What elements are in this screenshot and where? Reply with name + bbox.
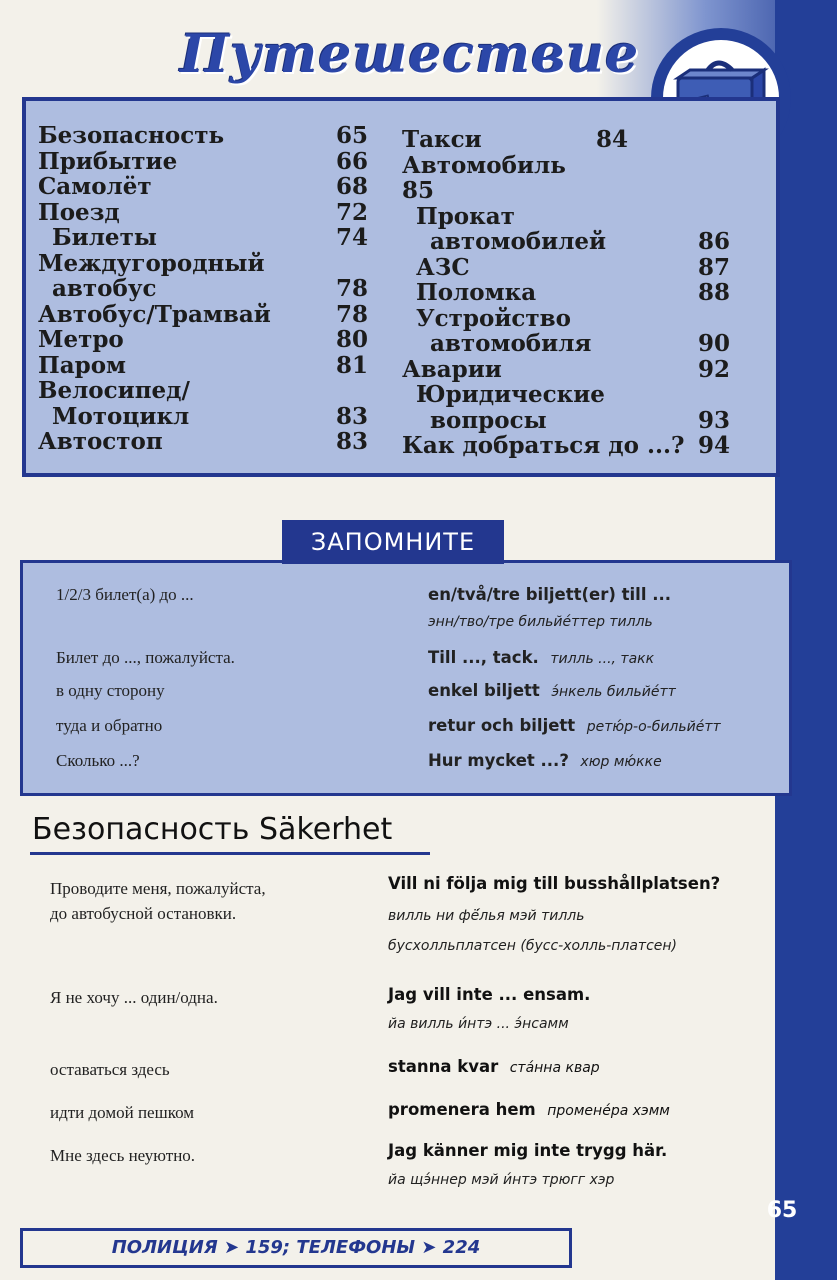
- remember-title: ЗАПОМНИТЕ: [282, 520, 504, 564]
- remember-ru-4: туда и обратно: [56, 716, 163, 735]
- contents-item-page: 78: [335, 300, 368, 328]
- remember-sv-1: en/två/tre biljett(er) till ...: [428, 585, 672, 604]
- remember-sv-5: Hur mycket ...? хюр мю́кке: [428, 751, 662, 770]
- contents-item: [402, 153, 730, 179]
- contents-item-label: автомобиля: [430, 330, 592, 357]
- page-number: 65: [766, 1198, 798, 1223]
- remember-ph-3: э́нкель бильйе́тт: [551, 684, 676, 700]
- contents-item: [38, 149, 368, 175]
- contents-item: [38, 174, 368, 200]
- contents-item: [402, 178, 730, 204]
- contents-item: [38, 378, 368, 404]
- contents-item: [402, 408, 730, 434]
- phrase-ph-1b: бусхолльплатсен (бусс-холль-платсен): [388, 938, 678, 954]
- contents-item: [402, 357, 730, 383]
- contents-item-page: 78: [335, 275, 368, 302]
- footer-reference: ПОЛИЦИЯ ➤ 159; ТЕЛЕФОНЫ ➤ 224: [20, 1228, 572, 1268]
- contents-item-page: 90: [697, 330, 730, 357]
- phrase-ru-2: Я не хочу ... один/одна.: [50, 988, 218, 1007]
- contents-item-page: 84: [595, 126, 628, 153]
- contents-item-label: Юридические: [416, 381, 605, 408]
- contents-item: [402, 127, 730, 153]
- contents-item-label: Междугородный: [38, 249, 265, 277]
- phrase-ph-2: йа вилль и́нтэ ... э́нсамм: [388, 1016, 569, 1032]
- contents-item: [38, 302, 368, 328]
- remember-ru-2: Билет до ..., пожалуйста.: [56, 648, 235, 667]
- remember-ph-2: тилль ..., такк: [550, 651, 655, 667]
- contents-item: [38, 353, 368, 379]
- phrase-ph-5: йа щэ́ннер мэй и́нтэ трюгг хэр: [388, 1172, 615, 1188]
- contents-item-page: 74: [335, 224, 368, 251]
- contents-item: [402, 280, 730, 306]
- phrase-ru-4: идти домой пешком: [50, 1103, 195, 1122]
- contents-item: [38, 404, 368, 430]
- contents-item-page: 81: [335, 351, 368, 379]
- contents-item-label: Поезд: [38, 198, 120, 226]
- phrase-sv-3: stanna kvar ста́нна квар: [388, 1057, 600, 1076]
- contents-item-page: 72: [335, 198, 368, 226]
- contents-item-page: 83: [335, 428, 368, 455]
- contents-item: [402, 433, 730, 459]
- remember-ph-5: хюр мю́кке: [580, 754, 662, 770]
- contents-item-page: 86: [697, 228, 730, 255]
- contents-item-label: Устройство: [416, 304, 571, 332]
- remember-ph-4: ретю́р-о-бильйе́тт: [586, 719, 721, 735]
- phrase-sv-5: Jag känner mig inte trygg här.: [388, 1141, 668, 1160]
- contents-item-label: Паром: [38, 351, 127, 379]
- contents-item-label: Автостоп: [38, 428, 163, 455]
- contents-item-label: Прибытие: [38, 147, 178, 175]
- remember-ru-3: в одну сторону: [56, 681, 165, 700]
- phrase-sv-2: Jag vill inte ... ensam.: [388, 985, 591, 1004]
- phrase-sv-1: Vill ni följa mig till busshållplatsen?: [388, 874, 721, 893]
- contents-item: [402, 204, 730, 230]
- contents-item: [402, 331, 730, 357]
- contents-item-label: Метро: [38, 326, 124, 353]
- contents-item-label: Поломка: [416, 279, 537, 306]
- contents-item-label: 85: [402, 177, 435, 204]
- contents-item-label: автомобилей: [430, 228, 607, 255]
- section-title: Безопасность Säkerhet: [32, 812, 393, 847]
- contents-item-page: 80: [335, 326, 368, 353]
- contents-item-page: 92: [697, 355, 730, 383]
- contents-item: [402, 382, 730, 408]
- contents-item-label: Такси: [402, 126, 482, 153]
- contents-item-label: Безопасность: [38, 122, 225, 149]
- contents-right-column: [402, 127, 730, 459]
- contents-item-label: Автобус/Трамвай: [38, 300, 271, 328]
- contents-item-page: 83: [335, 402, 368, 430]
- contents-item-page: 87: [697, 253, 730, 281]
- phrase-ru-5: Мне здесь неуютно.: [50, 1146, 196, 1165]
- contents-item-label: Как добраться до ...?: [402, 432, 685, 459]
- contents-item-label: Билеты: [52, 224, 157, 251]
- phrase-ru-3: оставаться здесь: [50, 1060, 170, 1079]
- remember-ph-1: энн/тво/тре бильйе́ттер тилль: [428, 614, 653, 630]
- contents-item: [38, 225, 368, 251]
- contents-item: [38, 276, 368, 302]
- contents-item-label: Мотоцикл: [52, 402, 190, 430]
- contents-item-label: Прокат: [416, 202, 515, 230]
- phrase-sv-4: promenera hem промене́ра хэмм: [388, 1100, 670, 1119]
- contents-item-label: автобус: [52, 275, 157, 302]
- phrase-ph-4: промене́ра хэмм: [547, 1103, 670, 1119]
- contents-item: [38, 123, 368, 149]
- contents-item-page: 94: [697, 432, 730, 459]
- contents-item-page: 93: [697, 406, 730, 434]
- contents-item: [38, 251, 368, 277]
- phrase-ph-1a: вилль ни фё́лья мэй тилль: [388, 908, 585, 924]
- contents-item: [402, 255, 730, 281]
- section-title-underline: [30, 852, 430, 855]
- phrase-ph-3: ста́нна квар: [509, 1060, 600, 1076]
- remember-sv-2: Till ..., tack. тилль ..., такк: [428, 648, 655, 667]
- contents-item-label: Аварии: [402, 355, 502, 383]
- contents-item-label: Велосипед/: [38, 377, 190, 404]
- contents-item: [402, 306, 730, 332]
- contents-item-label: АЗС: [416, 253, 470, 281]
- page-title: Путешествие: [180, 24, 640, 85]
- contents-item-label: Автомобиль: [402, 151, 566, 179]
- contents-item-label: вопросы: [430, 406, 547, 434]
- contents-item-label: Самолёт: [38, 173, 152, 200]
- contents-left-column: [38, 123, 368, 455]
- contents-item: [402, 229, 730, 255]
- contents-item: [38, 429, 368, 455]
- remember-ru-5: Сколько ...?: [56, 751, 140, 770]
- contents-item-page: 88: [697, 279, 730, 306]
- contents-item-page: 65: [335, 122, 368, 149]
- phrase-ru-1: Проводите меня, пожалуйста, до автобусной остановки.: [50, 879, 266, 923]
- contents-item: [38, 327, 368, 353]
- remember-sv-3: enkel biljett э́нкель бильйе́тт: [428, 681, 676, 700]
- contents-item-page: 66: [335, 147, 368, 175]
- contents-item-page: 68: [335, 173, 368, 200]
- remember-ru-1: 1/2/3 билет(а) до ...: [56, 585, 194, 604]
- contents-item: [38, 200, 368, 226]
- remember-sv-4: retur och biljett ретю́р-о-бильйе́тт: [428, 716, 721, 735]
